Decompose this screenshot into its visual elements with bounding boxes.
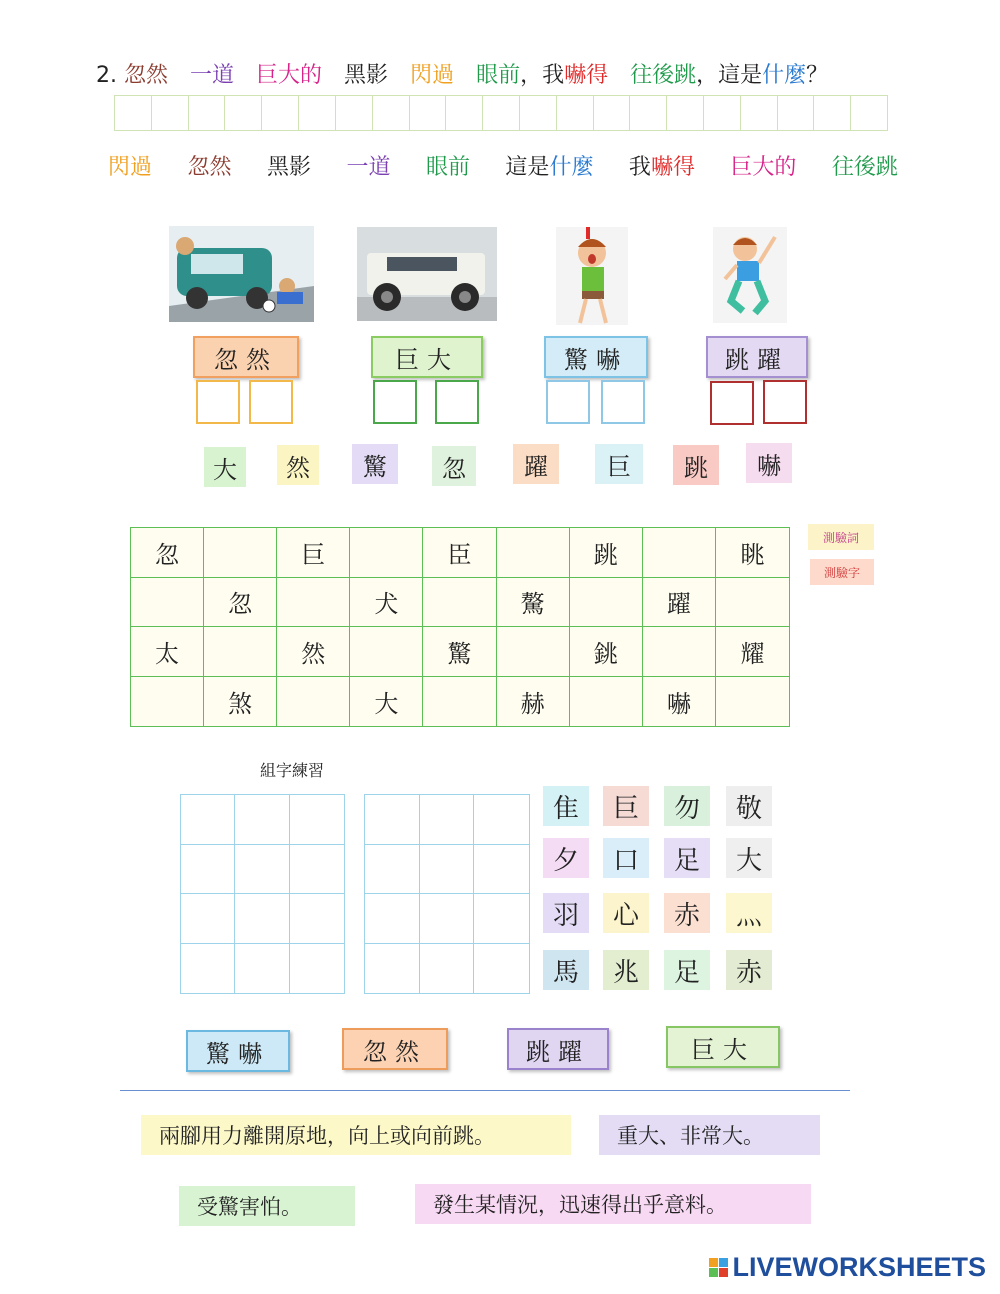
grid-cell[interactable] — [277, 578, 350, 628]
bottom-card-frighten[interactable]: 驚嚇 — [186, 1030, 290, 1072]
vocab-card-frighten[interactable]: 驚嚇 — [544, 336, 648, 378]
word-bank-text: 黑影 — [266, 155, 311, 180]
strip-cell[interactable] — [410, 96, 447, 130]
jeep-image — [357, 227, 497, 321]
radical-text: 馬 — [552, 957, 579, 988]
grid-cell[interactable] — [497, 528, 570, 578]
radical-tile[interactable] — [664, 838, 710, 878]
answer-box[interactable] — [373, 380, 417, 424]
radical-tile[interactable] — [603, 786, 649, 826]
grid-cell[interactable]: 臣 — [423, 528, 496, 578]
grid-cell[interactable]: 耀 — [716, 627, 789, 677]
radical-tile[interactable] — [603, 950, 649, 990]
grid-cell[interactable]: 嚇 — [643, 677, 716, 727]
strip-cell[interactable] — [667, 96, 704, 130]
radical-text: 隹 — [552, 793, 579, 824]
grid-cell[interactable] — [423, 578, 496, 628]
bottom-card-huge[interactable]: 巨大 — [666, 1026, 780, 1068]
grid-cell[interactable] — [423, 677, 496, 727]
grid-cell[interactable] — [497, 627, 570, 677]
word-bank-text: 眼前 — [425, 155, 470, 180]
char-tile[interactable]: 大 — [204, 447, 246, 487]
word-bank-item[interactable] — [505, 150, 593, 181]
grid-cell[interactable] — [277, 677, 350, 727]
answer-box[interactable] — [710, 381, 754, 425]
char-tile[interactable]: 跳 — [673, 445, 719, 485]
sentence-segment: 巨大的 — [256, 63, 323, 88]
grid-cell[interactable] — [570, 677, 643, 727]
strip-cell[interactable] — [630, 96, 667, 130]
radical-text: 大 — [735, 845, 762, 876]
grid-cell[interactable]: 眺 — [716, 528, 789, 578]
grid-cell[interactable]: 驁 — [497, 578, 570, 628]
radical-text: 赤 — [673, 900, 700, 931]
grid-cell[interactable]: 煞 — [204, 677, 277, 727]
grid-cell[interactable] — [131, 677, 204, 727]
sentence-segment: ？ — [806, 63, 829, 88]
radical-text: 敬 — [735, 793, 762, 824]
sentence-segment: 黑影 — [344, 63, 389, 88]
sentence-segment: 眼前 — [476, 63, 521, 88]
definition-jump[interactable]: 兩腳用力離開原地，向上或向前跳。 — [141, 1115, 571, 1155]
word-bank-item[interactable] — [730, 150, 796, 181]
strip-cell[interactable] — [741, 96, 778, 130]
divider — [120, 1090, 850, 1091]
word-bank-item[interactable] — [187, 150, 231, 181]
answer-box[interactable] — [249, 380, 293, 424]
grid-cell[interactable]: 巨 — [277, 528, 350, 578]
radical-tile[interactable] — [543, 786, 589, 826]
test-words-button[interactable]: 測驗詞 — [808, 524, 874, 550]
strip-cell[interactable] — [262, 96, 299, 130]
word-bank-item[interactable] — [346, 150, 390, 181]
grid-cell[interactable]: 銚 — [570, 627, 643, 677]
practice-title: 組字練習 — [260, 761, 325, 780]
sentence-segment: 一道 — [190, 63, 235, 88]
word-bank-text: 閃過 — [108, 155, 153, 180]
answer-box[interactable] — [435, 380, 479, 424]
definition-huge[interactable]: 重大、非常大。 — [599, 1115, 820, 1155]
word-bank — [108, 150, 898, 181]
char-tile[interactable]: 驚 — [352, 444, 398, 484]
strip-cell[interactable] — [594, 96, 631, 130]
radical-text: 心 — [612, 900, 639, 931]
radical-tile[interactable] — [726, 838, 772, 878]
grid-cell[interactable] — [204, 627, 277, 677]
char-tile[interactable]: 躍 — [513, 444, 559, 484]
grid-cell[interactable]: 赫 — [497, 677, 570, 727]
char-tile[interactable]: 忽 — [432, 446, 476, 486]
radical-text: 灬 — [735, 900, 762, 931]
practice-grid-left[interactable] — [180, 794, 345, 994]
strip-cell[interactable] — [557, 96, 594, 130]
radical-text: 足 — [673, 845, 700, 876]
word-bank-item[interactable] — [629, 150, 695, 181]
character-search-grid — [130, 527, 790, 727]
word-bank-text: 這是 — [505, 155, 550, 180]
grid-cell[interactable] — [204, 528, 277, 578]
radical-tile[interactable] — [664, 893, 710, 933]
radical-text: 足 — [673, 957, 700, 988]
word-bank-text: 我 — [628, 155, 651, 180]
grid-cell[interactable]: 躍 — [643, 578, 716, 628]
sentence-segment: 往後跳 — [630, 63, 697, 88]
strip-cell[interactable] — [851, 96, 887, 130]
word-bank-text: 巨大的 — [730, 155, 797, 180]
jumping-boy-image — [713, 227, 787, 323]
word-bank-text: 往後跳 — [831, 155, 898, 180]
grid-cell[interactable] — [716, 677, 789, 727]
grid-cell[interactable] — [131, 578, 204, 628]
strip-cell[interactable] — [152, 96, 189, 130]
radical-text: 巨 — [612, 793, 639, 824]
definition-frighten[interactable]: 受驚害怕。 — [179, 1186, 355, 1226]
grid-cell[interactable]: 然 — [277, 627, 350, 677]
strip-cell[interactable] — [483, 96, 520, 130]
answer-box[interactable] — [196, 380, 240, 424]
bottom-card-suddenly[interactable]: 忽然 — [342, 1028, 448, 1070]
strip-cell[interactable] — [189, 96, 226, 130]
grid-cell[interactable]: 驚 — [423, 627, 496, 677]
scared-boy-image — [556, 227, 628, 325]
word-bank-item[interactable] — [832, 150, 898, 181]
grid-cell[interactable]: 忽 — [204, 578, 277, 628]
car-accident-image — [169, 226, 314, 322]
strip-cell[interactable] — [704, 96, 741, 130]
sentence-segment: 忽然 — [124, 63, 169, 88]
char-tile[interactable]: 嚇 — [746, 443, 792, 483]
radical-tile[interactable] — [726, 786, 772, 826]
grid-cell[interactable]: 忽 — [131, 528, 204, 578]
radical-tile[interactable] — [543, 838, 589, 878]
practice-grid-right[interactable] — [364, 794, 530, 994]
word-bank-item[interactable] — [108, 150, 152, 181]
radical-tile[interactable] — [726, 950, 772, 990]
radical-text: 夕 — [552, 845, 579, 876]
strip-cell[interactable] — [778, 96, 815, 130]
grid-cell[interactable] — [350, 528, 423, 578]
grid-cell[interactable]: 太 — [131, 627, 204, 677]
grid-cell[interactable] — [716, 578, 789, 628]
radical-tile[interactable] — [543, 950, 589, 990]
strip-cell[interactable] — [115, 96, 152, 130]
radical-text: 口 — [612, 845, 639, 876]
vocab-card-huge[interactable]: 巨大 — [371, 336, 483, 378]
char-tile[interactable]: 巨 — [595, 444, 643, 484]
sentence-answer-strip[interactable] — [114, 95, 888, 131]
sentence-segment: 閃過 — [410, 63, 455, 88]
strip-cell[interactable] — [225, 96, 262, 130]
grid-cell[interactable]: 犬 — [350, 578, 423, 628]
radical-tile[interactable] — [603, 838, 649, 878]
strip-cell[interactable] — [299, 96, 336, 130]
sentence-segment: 什麼 — [762, 63, 807, 88]
grid-cell[interactable] — [570, 578, 643, 628]
answer-box[interactable] — [601, 380, 645, 424]
vocab-card-jump[interactable]: 跳躍 — [706, 336, 808, 378]
bottom-card-jump[interactable]: 跳躍 — [507, 1028, 609, 1070]
question-number: 2. — [96, 63, 117, 88]
strip-cell[interactable] — [814, 96, 851, 130]
grid-cell[interactable] — [350, 627, 423, 677]
sentence-segment: 嚇得 — [564, 63, 609, 88]
word-bank-text: 一道 — [346, 155, 391, 180]
radical-text: 勿 — [673, 793, 700, 824]
vocab-card-suddenly[interactable]: 忽然 — [193, 336, 299, 378]
logo-icon — [709, 1258, 728, 1277]
word-bank-item[interactable] — [267, 150, 311, 181]
word-bank-text: 嚇得 — [650, 155, 695, 180]
definition-suddenly[interactable]: 發生某情況，迅速得出乎意料。 — [415, 1184, 811, 1224]
radical-tile[interactable] — [603, 893, 649, 933]
radical-tile[interactable] — [543, 893, 589, 933]
grid-cell[interactable]: 大 — [350, 677, 423, 727]
strip-cell[interactable] — [373, 96, 410, 130]
radical-tile[interactable] — [664, 950, 710, 990]
question-sentence — [96, 58, 828, 89]
word-bank-item[interactable] — [426, 150, 470, 181]
grid-cell[interactable] — [643, 627, 716, 677]
radical-tile[interactable] — [726, 893, 772, 933]
radical-text: 羽 — [552, 900, 579, 931]
radical-tile[interactable] — [664, 786, 710, 826]
grid-cell[interactable] — [643, 528, 716, 578]
sentence-segment: ，這是 — [696, 63, 763, 88]
char-tile[interactable]: 然 — [277, 445, 319, 485]
word-bank-text: 什麼 — [549, 155, 594, 180]
strip-cell[interactable] — [520, 96, 557, 130]
radical-text: 赤 — [735, 957, 762, 988]
word-bank-text: 忽然 — [187, 155, 232, 180]
strip-cell[interactable] — [336, 96, 373, 130]
radical-text: 兆 — [612, 957, 639, 988]
sentence-segment: ，我 — [520, 63, 565, 88]
strip-cell[interactable] — [446, 96, 483, 130]
grid-cell[interactable]: 跳 — [570, 528, 643, 578]
answer-box[interactable] — [763, 380, 807, 424]
answer-box[interactable] — [546, 380, 590, 424]
test-characters-button[interactable]: 測驗字 — [810, 559, 874, 585]
liveworksheets-logo: LIVEWORKSHEETS — [709, 1252, 986, 1283]
